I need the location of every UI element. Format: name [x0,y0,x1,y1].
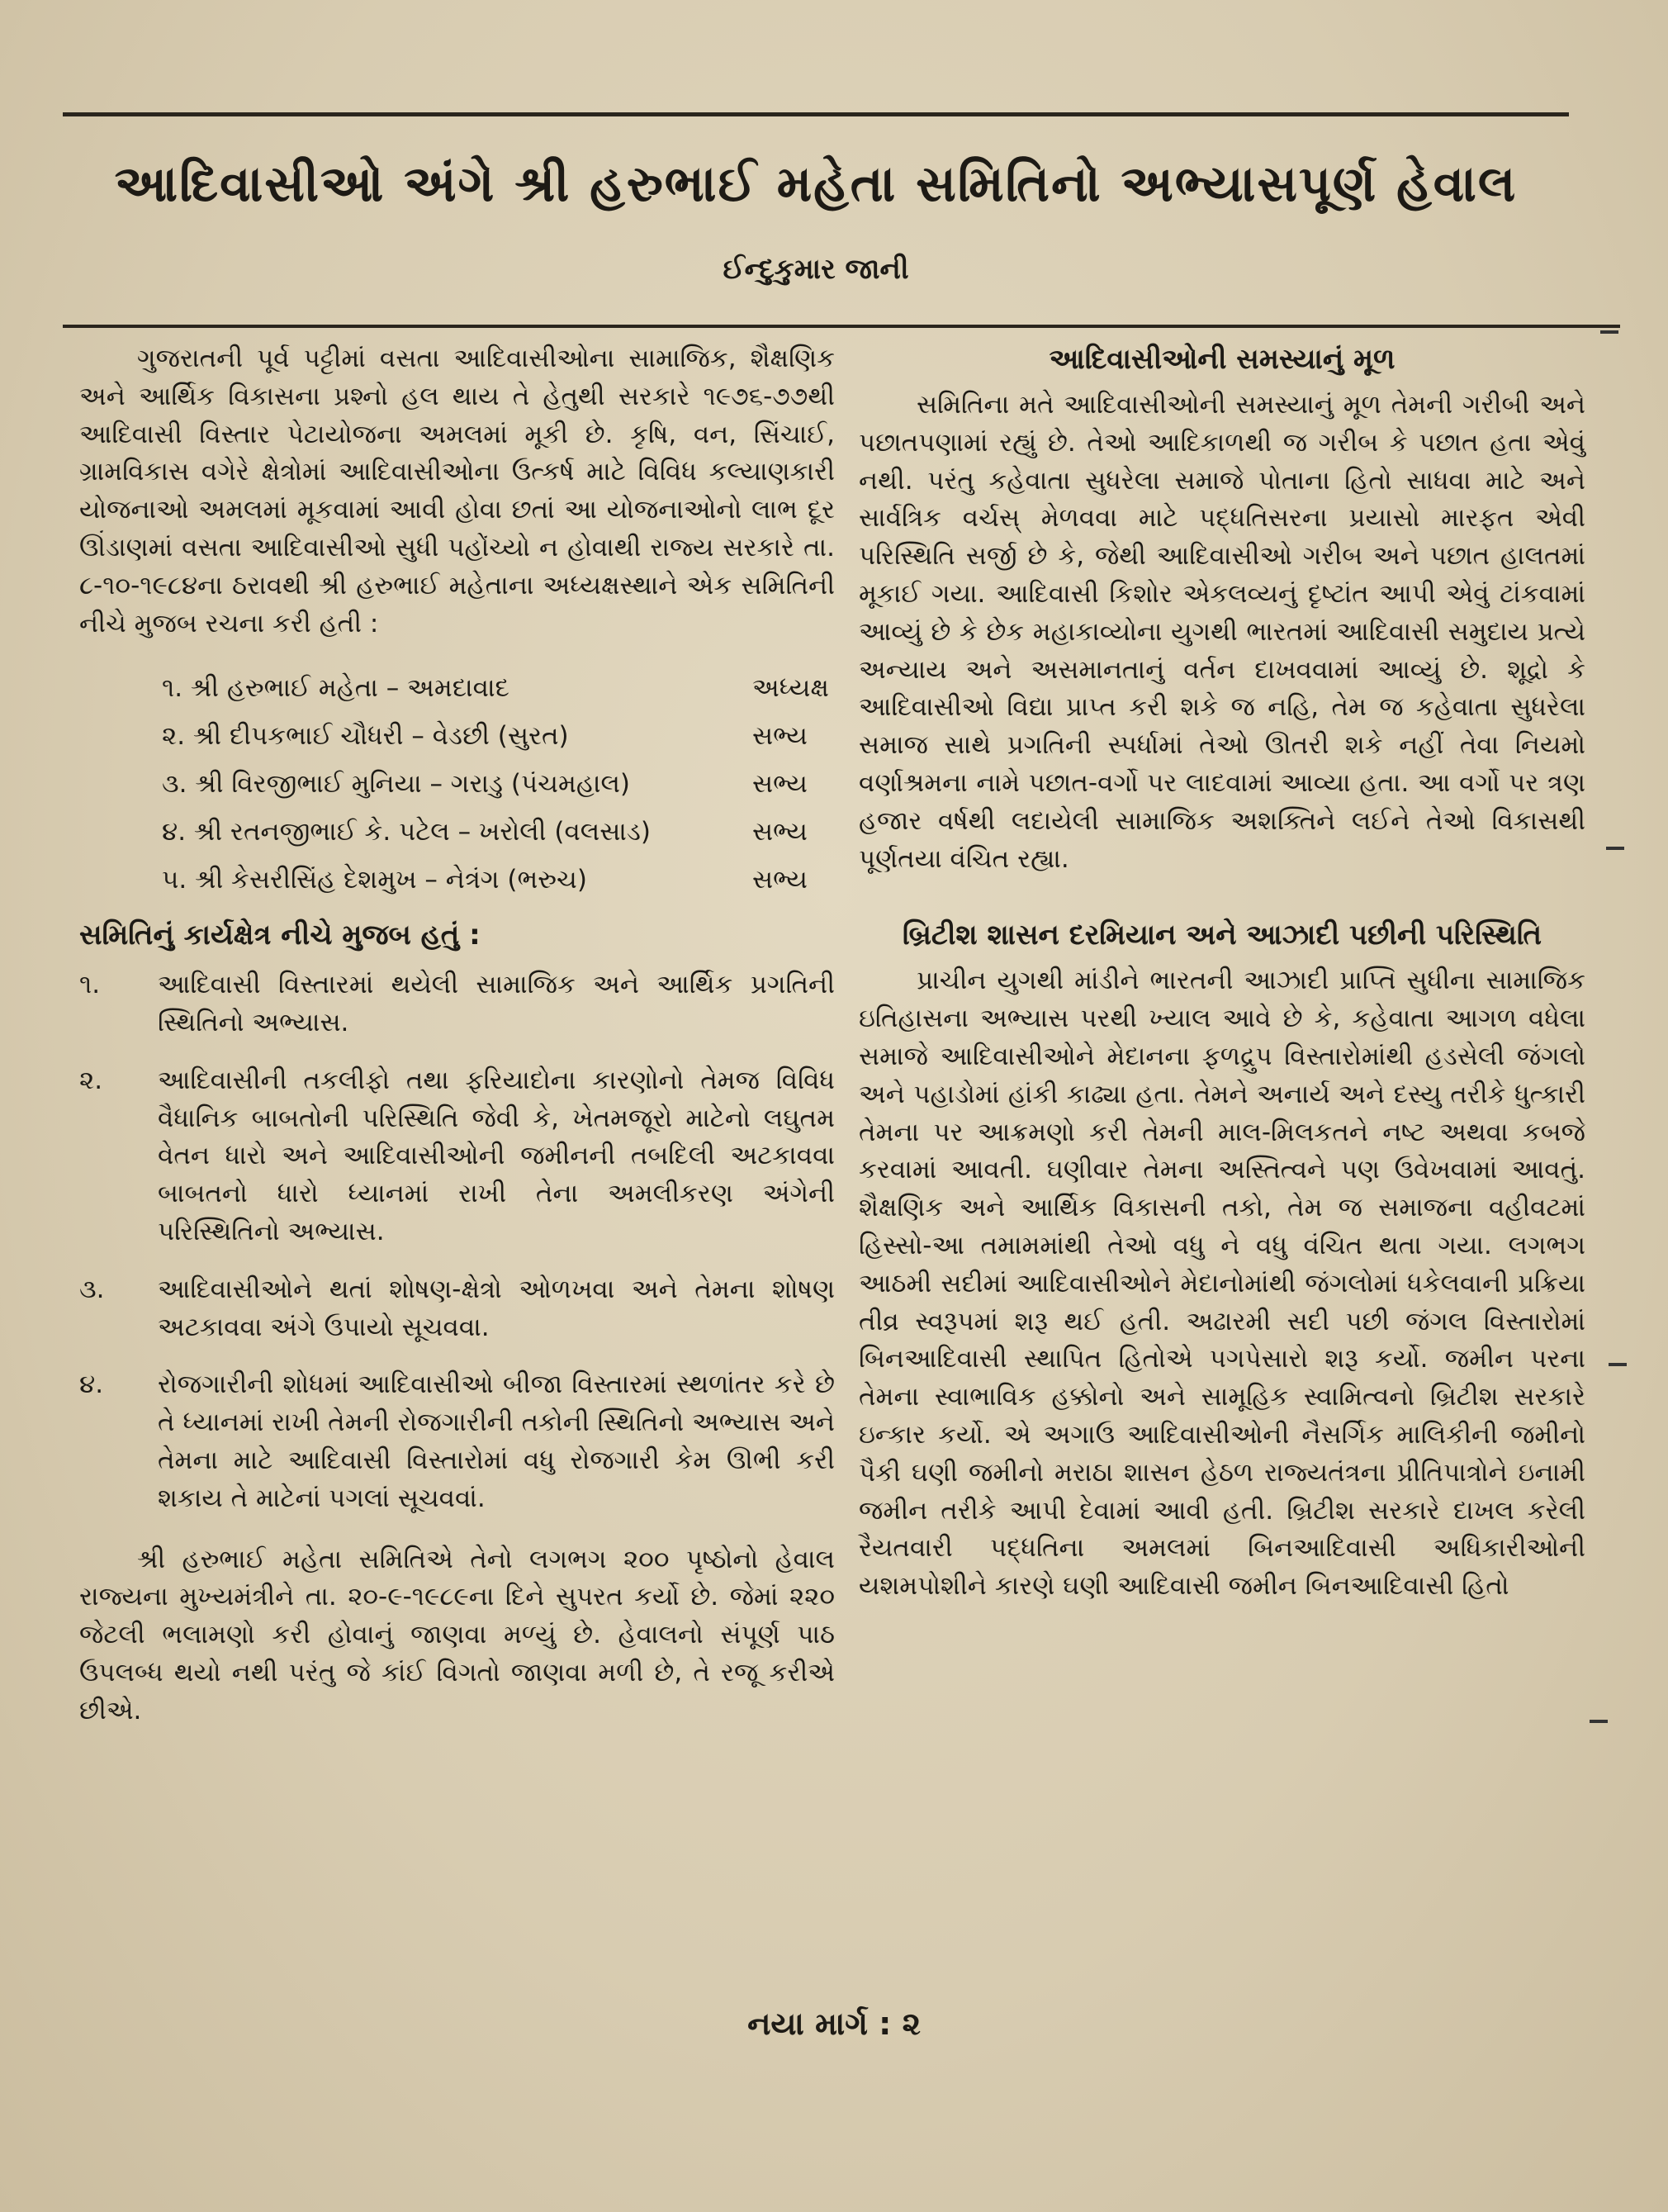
scope-heading: સમિતિનું કાર્યક્ષેત્ર નીચે મુજબ હતું : [79,919,481,952]
author-name: ઈન્દુકુમાર જાની [723,253,909,286]
member-role: સભ્ય [752,769,808,800]
scope-text: આદિવાસી વિસ્તારમાં થયેલી સામાજિક અને આર્થિક પ્રગતિની સ્થિતિનો અભ્યાસ. [158,970,835,1037]
scope-number: ૪. [79,1369,104,1400]
member-row [79,808,835,856]
left-column [79,340,835,1730]
header-rule [63,325,1620,328]
member-row [79,856,835,904]
top-rule [63,112,1569,116]
member-role: સભ્ય [752,721,808,752]
scope-item [79,1366,835,1517]
article-title: આદિવાસીઓ અંગે શ્રી હરુભાઈ મહેતા સમિતિનો અભ્યાસપૂર્ણ હેવાલ [114,155,1518,213]
member-name: ૫. શ્રી કેસરીસિંહ દેશમુખ – નેત્રંગ (ભરુચ) [162,865,587,895]
right-column [859,340,1585,1606]
scope-number: ૨. [79,1065,103,1095]
member-name: ૧. શ્રી હરુભાઈ મહેતા – અમદાવાદ [162,673,509,704]
scope-text: રોજગારીની શોધમાં આદિવાસીઓ બીજા વિસ્તારમાં સ્થળાંતર કરે છે તે ધ્યાનમાં રાખી તેમની રોજગારીની તકોની સ્થિતિનો અભ્યાસ અને તેમના માટે આદિવાસી વિસ્તારોમાં વધુ રોજગારી કેમ ઊભી કરી શકાય તે માટેનાં પગલાં સૂચવવાં. [158,1369,835,1513]
page-footer: નયા માર્ગ : ૨ [747,2006,921,2042]
binding-mark [1590,1720,1608,1723]
member-role: સભ્ય [752,817,808,847]
scope-number: ૩. [79,1274,105,1304]
section-heading-root-problem: આદિવાસીઓની સમસ્યાનું મૂળ [1049,343,1396,376]
member-row [79,664,835,712]
member-name: ૩. શ્રી વિરજીભાઈ મુનિયા – ગરાડુ (પંચમહાલ) [162,769,630,800]
scope-text: આદિવાસીની તકલીફો તથા ફરિયાદોના કારણોનો તેમજ વિવિધ વૈધાનિક બાબતોની પરિસ્થિતિ જેવી કે, ખેતમજૂરો માટેનો લઘુતમ વેતન ધારો અને આદિવાસીઓની જમીનની તબદિલી અટકાવવા બાબતનો ધારો ધ્યાનમાં રાખી તેના અમલીકરણ અંગેની પરિસ્થિતિનો અભ્યાસ. [158,1065,835,1246]
member-row [79,760,835,808]
member-role: સભ્ય [752,865,808,895]
scope-item [79,1062,835,1251]
binding-mark [1609,1363,1627,1366]
intro-paragraph: ગુજરાતની પૂર્વ પટ્ટીમાં વસતા આદિવાસીઓના સામાજિક, શૈક્ષણિક અને આર્થિક વિકાસના પ્રશ્નો હલ થાય તે હેતુથી સરકારે ૧૯૭૬-૭૭થી આદિવાસી વિસ્તાર પેટાયોજના અમલમાં મૂકી છે. કૃષિ, વન, સિંચાઈ, ગ્રામવિકાસ વગેરે ક્ષેત્રોમાં આદિવાસીઓના ઉત્કર્ષ માટે વિવિધ કલ્યાણકારી યોજનાઓ અમલમાં મૂકવામાં આવી હોવા છતાં આ યોજનાઓનો લાભ દૂર ઊંડાણમાં વસતા આદિવાસીઓ સુધી પહોંચ્યો ન હોવાથી રાજ્ય સરકારે તા. ૮-૧૦-૧૯૮૪ના ઠરાવથી શ્રી હરુભાઈ મહેતાના અધ્યક્ષસ્થાને એક સમિતિની નીચે મુજબ રચના કરી હતી : [79,344,835,638]
scope-list [79,966,835,1517]
committee-members [79,664,835,904]
scope-number: ૧. [79,970,101,1000]
member-role: અધ્યક્ષ [752,673,829,704]
scope-item [79,966,835,1042]
binding-mark [1606,847,1624,850]
member-name: ૨. શ્રી દીપકભાઈ ચૌધરી – વેડછી (સુરત) [162,721,569,752]
scope-item [79,1271,835,1347]
closing-paragraph: શ્રી હરુભાઈ મહેતા સમિતિએ તેનો લગભગ ૨૦૦ પૃષ્ઠોનો હેવાલ રાજ્યના મુખ્યમંત્રીને તા. ૨૦-૯-૧૯૮૯ના દિને સુપરત કર્યો છે. જેમાં ૨૨૦ જેટલી ભલામણો કરી હોવાનું જાણવા મળ્યું છે. હેવાલનો સંપૂર્ણ પાઠ ઉપલબ્ધ થયો નથી પરંતુ જે કાંઈ વિગતો જાણવા મળી છે, તે રજૂ કરીએ છીએ. [79,1544,836,1725]
member-name: ૪. શ્રી રતનજીભાઈ કે. પટેલ – ખરોલી (વલસાડ) [162,817,652,847]
section-heading-british-rule: બ્રિટીશ શાસન દરમિયાન અને આઝાદી પછીની પરિસ્થિતિ [902,919,1542,952]
binding-mark [1600,330,1618,334]
british-rule-paragraph: પ્રાચીન યુગથી માંડીને ભારતની આઝાદી પ્રાપ્તિ સુધીના સામાજિક ઇતિહાસના અભ્યાસ પરથી ખ્યાલ આવે છે કે, કહેવાતા આગળ વધેલા સમાજે આદિવાસીઓને મેદાનના ફળદ્રુપ વિસ્તારોમાંથી હડસેલી જંગલો અને પહાડોમાં હાંકી કાઢ્યા હતા. તેમને અનાર્ય અને દસ્યુ તરીકે ધુત્કારી તેમના પર આક્રમણો કરી તેમની માલ-મિલકતને નષ્ટ અથવા કબજે કરવામાં આવતી. ઘણીવાર તેમના અસ્તિત્વને પણ ઉવેખવામાં આવતું. શૈક્ષણિક અને આર્થિક વિકાસની તકો, તેમ જ સમાજના વહીવટમાં હિસ્સો-આ તમામમાંથી તેઓ વધુ ને વધુ વંચિત થતા ગયા. લગભગ આઠમી સદીમાં આદિવાસીઓને મેદાનોમાંથી જંગલોમાં ધકેલવાની પ્રક્રિયા તીવ્ર સ્વરૂપમાં શરૂ થઈ હતી. અઢારમી સદી પછી જંગલ વિસ્તારોમાં બિનઆદિવાસી સ્થાપિત હિતોએ પગપેસારો શરૂ કર્યો. જમીન પરના તેમના સ્વાભાવિક હક્કોનો અને સામૂહિક સ્વામિત્વનો બ્રિટીશ સરકારે ઇન્કાર કર્યો. એ અગાઉ આદિવાસીઓની નૈસર્ગિક માલિકીની જમીનો પૈકી ઘણી જમીનો મરાઠા શાસન હેઠળ રાજ્યતંત્રના પ્રીતિપાત્રોને ઇનામી જમીન તરીકે આપી દેવામાં આવી હતી. બ્રિટીશ સરકારે દાખલ કરેલી રૈયતવારી પદ્ધતિના અમલમાં બિનઆદિવાસી અધિકારીઓની યશમપોશીને કારણે ઘણી આદિવાસી જમીન બિનઆદિવાસી હિતો [859,966,1585,1602]
member-row [79,712,835,760]
root-problem-paragraph: સમિતિના મતે આદિવાસીઓની સમસ્યાનું મૂળ તેમની ગરીબી અને પછાતપણામાં રહ્યું છે. તેઓ આદિકાળથી જ ગરીબ કે પછાત હતા એવું નથી. પરંતુ કહેવાતા સુધરેલા સમાજે પોતાના હિતો સાધવા માટે અને સાર્વત્રિક વર્ચસ્ મેળવવા માટે પદ્ધતિસરના પ્રયાસો મારફત એવી પરિસ્થિતિ સર્જી છે કે, જેથી આદિવાસીઓ ગરીબ અને પછાત હાલતમાં મૂકાઈ ગયા. આદિવાસી કિશોર એકલવ્યનું દૃષ્ટાંત આપી એવું ટાંકવામાં આવ્યું છે કે છેક મહાકાવ્યોના યુગથી ભારતમાં આદિવાસી સમુદાય પ્રત્યે અન્યાય અને અસમાનતાનું વર્તન દાખવવામાં આવ્યું છે. શૂદ્રો કે આદિવાસીઓ વિદ્યા પ્રાપ્ત કરી શકે જ નહિ, તેમ જ કહેવાતા સુધરેલા સમાજ સાથે પ્રગતિની સ્પર્ધામાં તેઓ ઊતરી શકે નહીં તેવા નિયમો વર્ણાશ્રમના નામે પછાત-વર્ગો પર લાદવામાં આવ્યા હતા. આ વર્ગો પર ત્રણ હજાર વર્ષથી લદાયેલી સામાજિક અશક્તિને લઈને તેઓ વિકાસથી પૂર્ણતયા વંચિત રહ્યા. [859,390,1585,874]
scope-text: આદિવાસીઓને થતાં શોષણ-ક્ષેત્રો ઓળખવા અને તેમના શોષણ અટકાવવા અંગે ઉપાયો સૂચવવા. [158,1274,835,1342]
